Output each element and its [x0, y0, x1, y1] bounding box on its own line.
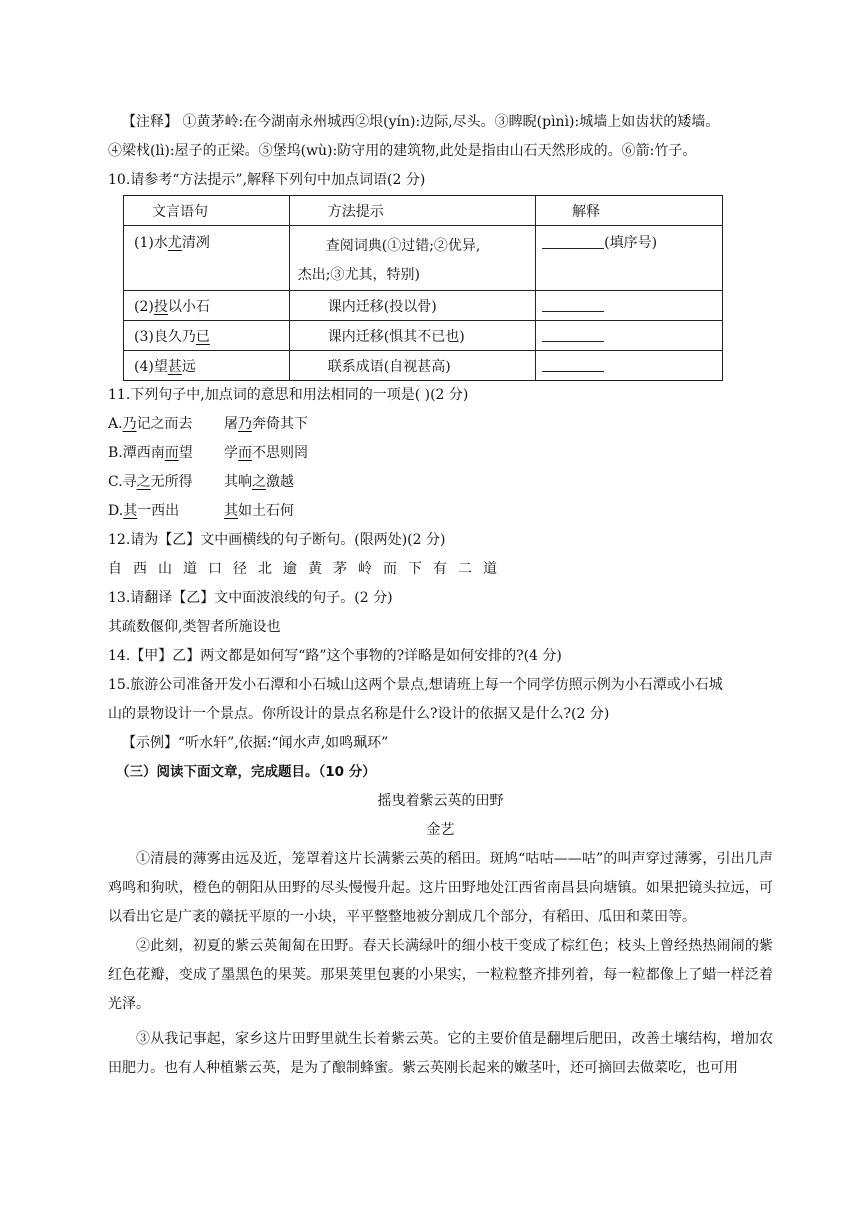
answer-blank[interactable] — [542, 234, 604, 249]
section3-heading: （三）阅读下面文章，完成题目。（10 分） — [116, 764, 376, 780]
table-row — [124, 321, 723, 351]
row1-method: 查阅词典(①过错;②优异, 杰出;③尤其，特别) — [289, 226, 535, 291]
row3-method: 课内迁移(惧其不已也) — [289, 321, 535, 351]
q12-stem: 12.请为【乙】文中画横线的句子断句。(限两处)(2 分) — [108, 532, 446, 548]
q11-option-a[interactable]: A.乃记之而去 屠乃奔倚其下 — [108, 416, 308, 432]
row2-sentence: (2)投以小石 — [124, 291, 290, 321]
essay-author: 金艺 — [426, 822, 455, 838]
answer-blank[interactable] — [542, 357, 604, 372]
q15-line-1: 15.旅游公司准备开发小石潭和小石城山这两个景点,想请班上每一个同学仿照示例为小石潭或小石城 — [108, 677, 723, 693]
notes-line-1: 【注释】 ①黄茅岭:在今湖南永州城西②垠(yín):边际,尽头。③睥睨(pìnì):城墙上如齿状的矮墙。 — [122, 114, 720, 130]
row4-sentence: (4)望甚远 — [124, 351, 290, 381]
row4-method: 联系成语(自视甚高) — [289, 351, 535, 381]
row2-method: 课内迁移(投以骨) — [289, 291, 535, 321]
row4-answer[interactable] — [536, 351, 723, 381]
q10-stem: 10.请参考“方法提示”,解释下列句中加点词语(2 分) — [108, 172, 426, 188]
q11-stem: 11.下列句子中,加点词的意思和用法相同的一项是( )(2 分) — [108, 387, 469, 403]
q13-stem: 13.请翻译【乙】文中面波浪线的句子。(2 分) — [108, 590, 393, 606]
row1-answer[interactable]: (填序号) — [536, 226, 723, 291]
q11-option-c[interactable]: C.寻之无所得 其响之激越 — [108, 474, 294, 490]
essay-paragraph-2: ②此刻，初夏的紫云英匍匐在田野。春天长满绿叶的细小枝干变成了棕红色；枝头上曾经热热闹闹的紫红色花瓣，变成了墨黑色的果荚。那果荚里包裹的小果实，一粒粒整齐排列着，每一粒都像上了蜡一样泛着光泽。 — [108, 938, 773, 1012]
q15-line-2: 山的景物设计一个景点。你所设计的景点名称是什么?设计的依据又是什么?(2 分) — [108, 706, 610, 722]
header-explain: 解释 — [536, 196, 723, 226]
notes-line-2: ④梁𣏾(lì):屋子的正梁。⑤堡坞(wù):防守用的建筑物,此处是指由山石天然形成的。⑥箭:竹子。 — [108, 143, 697, 159]
essay-paragraph-3: ③从我记事起，家乡这片田野里就生长着紫云英。它的主要价值是翻埋后肥田，改善土壤结构，增加农田肥力。也有人种植紫云英，是为了酿制蜂蜜。紫云英刚长起来的嫩茎叶，还可摘回去做菜吃，也可用 — [108, 1031, 773, 1076]
essay-paragraph-1: ①清晨的薄雾由远及近，笼罩着这片长满紫云英的稻田。斑鸠“咕咕——咕”的叫声穿过薄雾，引出几声鸡鸣和狗吠，橙色的朝阳从田野的尽头慢慢升起。这片田野地处江西省南昌县向塘镇。如果把镜头拉远，可以看出它是广袤的赣抚平原的一小块，平平整整地被分割成几个部分，有稻田、瓜田和菜田等。 — [108, 851, 773, 925]
table-row — [124, 351, 723, 381]
row3-answer[interactable] — [536, 321, 723, 351]
q10-table — [123, 195, 723, 381]
q11-option-d[interactable]: D.其一西出 其如土石何 — [108, 503, 294, 519]
q15-example: 【示例】“听水轩”,依据:“闻水声,如鸣珮环” — [122, 735, 389, 751]
row1-sentence: (1)水尤清冽 — [124, 226, 290, 291]
header-method: 方法提示 — [289, 196, 535, 226]
essay-title: 摇曳着紫云英的田野 — [377, 793, 504, 809]
q11-option-b[interactable]: B.潭西南而望 学而不思则罔 — [108, 445, 308, 461]
table-header-row — [124, 196, 723, 226]
q13-sentence: 其疏数偃仰,类智者所施设也 — [108, 619, 281, 635]
row2-answer[interactable] — [536, 291, 723, 321]
header-sentence: 文言语句 — [124, 196, 290, 226]
table-row — [124, 291, 723, 321]
exam-page — [108, 108, 773, 1083]
table-row — [124, 226, 723, 291]
answer-blank[interactable] — [542, 297, 604, 312]
answer-blank[interactable] — [542, 327, 604, 342]
q12-sentence: 自西山道口径北逾黄茅岭而下有二道 — [108, 561, 508, 577]
row3-sentence: (3)良久乃已 — [124, 321, 290, 351]
q14-stem: 14.【甲】乙】两文都是如何写“路”这个事物的?详略是如何安排的?(4 分) — [108, 648, 562, 664]
